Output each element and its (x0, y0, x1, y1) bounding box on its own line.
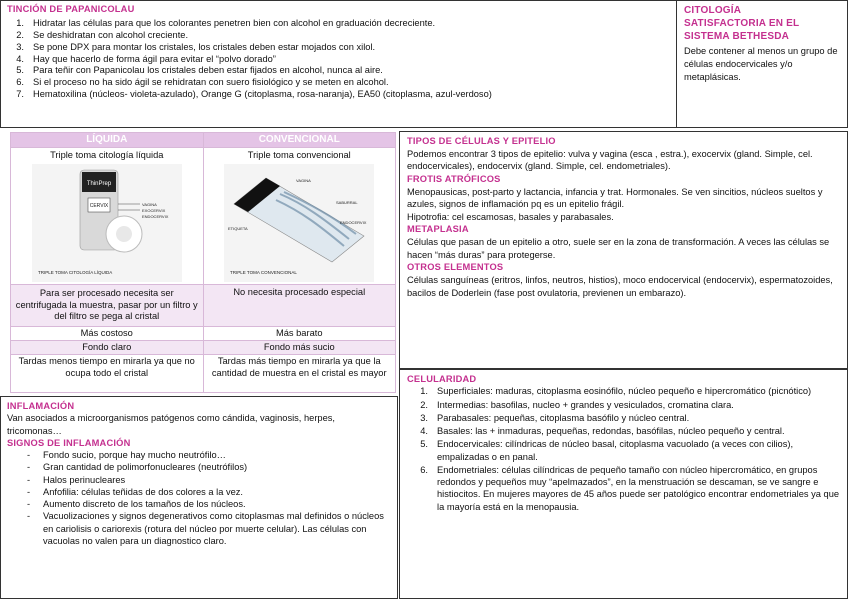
conventional-label-vagina: VAGINA (296, 177, 312, 183)
tipos-body: Podemos encontrar 3 tipos de epitelio: vulva y vagina (esca , estra.), exocervix (gland. Simple, cel. endocervicales), endocervix (gland. Simple, cel. endometriales). (407, 148, 813, 172)
list-dash: - (27, 499, 31, 510)
liquid-image-cell (11, 148, 204, 285)
list-item (7, 498, 391, 510)
list-text: Basales: las + inmaduras, pequeñas, redondas, basófilas, núcleo pequeño y central. (437, 426, 785, 437)
column-header-liquida: LÍQUIDA (11, 133, 204, 148)
tipos-section (399, 131, 848, 369)
bethesda-section (676, 0, 848, 128)
list-number: 3. (16, 41, 24, 52)
table-row (11, 355, 396, 393)
list-number: 3. (420, 412, 428, 423)
conventional-image-caption: Triple toma convencional (247, 150, 351, 160)
table-cell: Fondo claro (11, 341, 204, 355)
liquid-label-endocervix: ENDOCERVIX (141, 213, 169, 219)
celularidad-section (399, 369, 848, 599)
conventional-label-saburral: SABURRAL (336, 199, 358, 205)
list-item (7, 461, 391, 473)
metaplasia-title: METAPLASIA (407, 224, 469, 235)
list-text: Aumento discreto de los tamaños de los núcleos. (43, 499, 246, 510)
celularidad-title: CELULARIDAD (407, 374, 477, 384)
inflamacion-section (0, 396, 398, 599)
conventional-label-endocervix: ENDOCERVIX (340, 219, 367, 225)
list-number: 1. (420, 386, 428, 397)
list-item (415, 464, 841, 513)
list-item (7, 449, 391, 461)
list-text: Anfofilia: células teñidas de dos colores a la vez. (43, 486, 243, 497)
list-item (11, 30, 676, 42)
table-cell: Tardas más tiempo en mirarla ya que la cantidad de muestra en el cristal es mayor (203, 355, 396, 393)
list-item (11, 89, 676, 101)
list-item (415, 385, 841, 397)
table-row (11, 327, 396, 341)
papanicolau-steps (7, 18, 676, 101)
bethesda-title (684, 4, 843, 43)
list-number: 2. (420, 399, 428, 410)
list-text: Endocervicales: cilíndricas de núcleo basal, citoplasma vacuolado (a veces con cilios), empalizadas o en panal. (437, 439, 794, 462)
list-item (415, 399, 841, 411)
list-number: 5. (16, 65, 24, 76)
list-number: 4. (16, 53, 24, 64)
table-cell: Fondo más sucio (203, 341, 396, 355)
list-dash: - (27, 511, 31, 522)
table-cell: Para ser procesado necesita ser centrifugada la muestra, pasar por un filtro y del filtro se pega al cristal (11, 285, 204, 327)
papanicolau-section (0, 0, 677, 128)
list-item (7, 474, 391, 486)
list-item (11, 42, 676, 54)
list-text: Se pone DPX para montar los cristales, los cristales deben estar mojados con xilol. (33, 41, 376, 52)
list-item (11, 18, 676, 30)
list-item (7, 510, 391, 547)
list-text: Para teñir con Papanicolau los cristales deben estar fijados en alcohol, nunca al aire. (33, 65, 383, 76)
list-text: Endometriales: células cilíndricas de pequeño tamaño con núcleo hipercromático, en grupos redondos y pequeños muy “apelmazados”, en la menstruación se descaman, se ve sangre e histiocitos. En mujeres mayores de 45 años puede ser patológico encontrar endometriales ya que la mayoría está en la menopausia. (437, 464, 840, 512)
list-text: Superficiales: maduras, citoplasma eosinófilo, núcleo pequeño e hipercromático (picnótico) (437, 386, 812, 397)
table-header-row (11, 133, 396, 148)
tipos-title: TIPOS DE CÉLULAS Y EPITELIO (407, 136, 556, 146)
otros-title: OTROS ELEMENTOS (407, 262, 504, 273)
list-text: Intermedias: basofilas, nucleo + grandes y vesiculados, cromatina clara. (437, 399, 734, 410)
comparison-table (10, 132, 396, 393)
frotis-body: Menopausicas, post-parto y lactancia, infancia y trat. Hormonales. Se ven sincitios, núcleos sueltos y azules, signos de inflamación pq es un epitelio frágil. (407, 186, 823, 210)
liquid-label-exocervix: EXOCERVIX (141, 207, 166, 213)
list-number: 2. (16, 29, 24, 40)
list-text: Hay que hacerlo de forma ágil para evitar el “polvo dorado” (33, 53, 276, 64)
list-number: 6. (420, 464, 428, 475)
table-row (11, 341, 396, 355)
list-text: Halos perinucleares (43, 474, 126, 485)
list-item (11, 65, 676, 77)
list-dash: - (27, 462, 31, 473)
liquid-label-vagina: VAGINA (141, 201, 157, 207)
inflamacion-title: INFLAMACIÓN (7, 401, 75, 411)
table-cell: Tardas menos tiempo en mirarla ya que no ocupa todo el cristal (11, 355, 204, 393)
table-row (11, 285, 396, 327)
list-item (11, 77, 676, 89)
bethesda-title-line: SATISFACTORIA EN EL (684, 18, 800, 29)
bethesda-body: Debe contener al menos un grupo de células endocervicales y/o metaplásicas. (684, 46, 838, 83)
metaplasia-body: Células que pasan de un epitelio a otro, suele ser en la zona de transformación. A veces las células se hacen “más duras” para protegerse. (407, 237, 830, 260)
list-number: 6. (16, 77, 24, 88)
list-number: 4. (420, 426, 428, 437)
list-item (415, 438, 841, 463)
list-text: Parabasales: pequeñas, citoplasma basófilo y núcleo central. (437, 412, 690, 423)
frotis-title: FROTIS ATRÓFICOS (407, 173, 501, 184)
list-text: Fondo sucio, porque hay mucho neutrófilo… (43, 450, 226, 461)
conventional-label-etiqueta: ETIQUETA (228, 225, 248, 231)
signos-list (7, 449, 391, 547)
papanicolau-title: TINCIÓN DE PAPANICOLAU (7, 4, 135, 14)
signos-title: SIGNOS DE INFLAMACIÓN (7, 437, 131, 448)
list-number: 5. (420, 439, 428, 450)
list-number: 7. (16, 89, 24, 100)
liquid-vial-label: CERVIX (89, 202, 109, 209)
image-row (11, 148, 396, 285)
list-text: Hidratar las células para que los colorantes penetren bien con alcohol en graduación decreciente. (33, 17, 436, 28)
list-number: 1. (16, 17, 24, 28)
list-dash: - (27, 486, 31, 497)
list-text: Se deshidratan con alcohol creciente. (33, 29, 189, 40)
liquid-cytology-image (32, 164, 182, 282)
conventional-image-cell (203, 148, 396, 285)
list-text: Hematoxilina (núcleos- violeta-azulado), Orange G (citoplasma, rosa-naranja), EA50 (citoplasma, azul-verdoso) (33, 89, 492, 100)
list-item (415, 412, 841, 424)
hipotrofia-text: Hipotrofia: cel escamosas, basales y parabasales. (407, 211, 614, 222)
list-text: Vacuolizaciones y signos degenerativos como citoplasmas mal definidos o núcleos en cariolisis o cariorexis (rotura del núcleo por muerte celular). Las células con vacuolas no valen para un diagnostico claro. (43, 511, 384, 546)
liquid-image-caption: Triple toma citología líquida (50, 150, 164, 160)
conventional-smear-image (224, 164, 374, 282)
list-text: Gran cantidad de polimorfonucleares (neutrófilos) (43, 462, 248, 473)
list-item (415, 425, 841, 437)
list-dash: - (27, 474, 31, 485)
conventional-image-footer: TRIPLE TOMA CONVENCIONAL (230, 269, 298, 275)
list-text: Si el proceso no ha sido ágil se rehidratan con suero fisiológico y se meten en alcohol. (33, 77, 389, 88)
liquid-image-footer: TRIPLE TOMA CITOLOGÍA LÍQUIDA (37, 269, 113, 275)
table-cell: No necesita procesado especial (203, 285, 396, 327)
bethesda-title-line: SISTEMA BETHESDA (684, 31, 790, 42)
column-header-convencional: CONVENCIONAL (203, 133, 396, 148)
list-item (7, 486, 391, 498)
table-cell: Más costoso (11, 327, 204, 341)
inflamacion-body: Van asociados a microorganismos patógenos como cándida, vaginosis, herpes, tricomonas… (7, 413, 335, 436)
list-item (11, 54, 676, 66)
list-dash: - (27, 450, 31, 461)
celularidad-list (407, 385, 841, 513)
liquid-brand-label: ThinPrep (86, 180, 111, 187)
bethesda-title-line: CITOLOGÍA (684, 5, 742, 16)
otros-body: Células sanguíneas (eritros, linfos, neutros, histios), moco endocervical (endocervix), espermatozoides, bacilos de Doderlein (fase post ovulatoria, previenen un embarazo). (407, 275, 833, 298)
table-cell: Más barato (203, 327, 396, 341)
